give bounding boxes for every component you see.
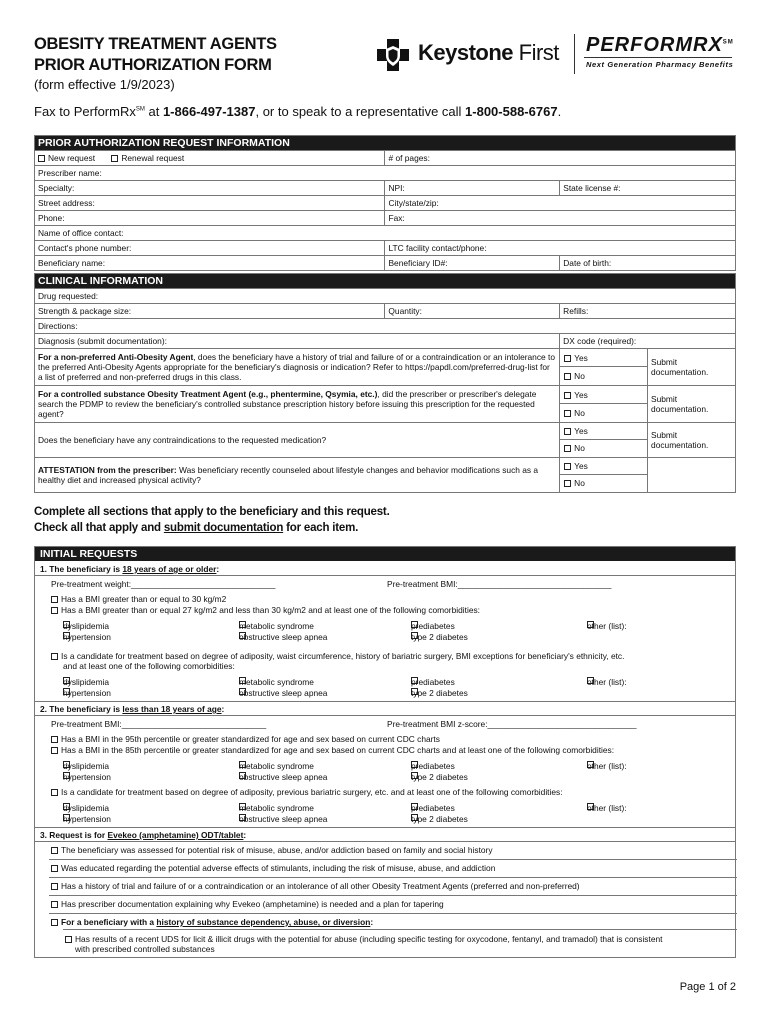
request-type-cell: New request Renewal request (35, 151, 385, 166)
q4-no-checkbox[interactable] (564, 480, 571, 487)
evekeo-uds-option[interactable]: Has results of a recent UDS for licit & illicit drugs with the potential for abuse (including specific testing for oxycodone, fentanyl, and tramadol) that is consistent (35, 934, 735, 944)
evekeo-substance-checkbox[interactable] (51, 919, 58, 926)
bmi30-option[interactable]: Has a BMI greater than or equal to 30 kg/m2 (35, 594, 735, 604)
fax-instructions: Fax to PerformRx℠ at 1-866-497-1387, or to speak to a representative call 1-800-588-6767. (34, 104, 562, 119)
q1-yes-no: Yes No (560, 349, 648, 386)
form-header (34, 34, 744, 94)
q1-submit-note: Submit documentation. (648, 349, 736, 386)
beneficiary-id-field[interactable]: Beneficiary ID#: (385, 256, 560, 271)
section2-heading: 2. The beneficiary is less than 18 years of age: (40, 704, 225, 714)
initial-requests-section: INITIAL REQUESTS 1. The beneficiary is 18 years of age or older: Pre-treatment weight:_______________________________ Pre-treatment BMI:_________________________________ Has a BMI greater than or equal to 30 kg/m2 Has a BMI greater than or equal 27 kg/m2 and less than 30 kg/m2 and at least one of the following comorbidities: dyslipidemia metabolic syndrome prediabetes other (list): hypertension obstructive sleep apnea type 2 diabetes Is a candidate for treatment based on degree of adiposity, waist circumference, history of bariatric surgery, BMI exceptions for beneficiary's ethnicity, etc. and at least one of the following comorbidities: dyslipidemia metabolic syndrome prediabetes other (list): hypertension obstructive sleep apnea type 2 diabetes 2. The beneficiary is less than 18 years of age: Pre-treatment BMI:_______________________________ Pre-treatment BMI z-score:________________________________ Has a BMI in the 95th percentile or greater standardized for age and sex based on current CDC charts Has a BMI in the 85th percentile or greater standardized for age and sex based on current CDC charts and at least one of the following comorbidities: dyslipidemia metabolic syndrome prediabetes other (list): hypertension obstructive sleep apnea type 2 diabetes Is a candidate for treatment based on degree of adiposity, previous bariatric surgery, etc. and at least one of the following comorbidities: dyslipidemia metabolic syndrome prediabetes other (list): hypertension obstructive sleep apnea type 2 diabetes 3. Request is for Evekeo (amphetamine) ODT/tablet: The beneficiary was assessed for potential risk of misuse, abuse, and/or addiction based on family and social history Was educated regarding the potential adverse effects of stimulants, including the risk of misuse, abuse, and addiction Has a history of trial and failure of or a contraindication or an intolerance of all other Obesity Treatment Agents (preferred and non-preferred) Has prescriber documentation explaining why Evekeo (amphetamine) is needed and a plan for tapering For a beneficiary with a history of substance dependency, abuse, or diversion: Has results of a recent UDS for licit & illicit drugs with the potential for abuse (including specific testing for oxycodone, fentanyl, and tramadol) that is consistent with prescribed controlled substances (34, 546, 736, 958)
question-contraindications: Does the beneficiary have any contraindications to the requested medication? (35, 423, 560, 458)
fax-number: 1-866-497-1387 (162, 104, 256, 119)
q2-no-checkbox[interactable] (564, 410, 571, 417)
contact-phone-field[interactable]: Contact's phone number: (35, 241, 385, 256)
renewal-request-checkbox[interactable] (111, 155, 118, 162)
logo-divider (574, 34, 575, 74)
bmi95-option[interactable]: Has a BMI in the 95th percentile or greater standardized for age and sex based on current CDC charts (35, 734, 735, 744)
evekeo-documentation-option[interactable]: Has prescriber documentation explaining why Evekeo (amphetamine) is needed and a plan for tapering (35, 899, 735, 909)
bmi27-option[interactable]: Has a BMI greater than or equal 27 kg/m2 and less than 30 kg/m2 and at least one of the following comorbidities: (35, 605, 735, 615)
q3-submit-note: Submit documentation. (648, 423, 736, 458)
pages-field[interactable]: # of pages: (385, 151, 736, 166)
city-state-zip-field[interactable]: City/state/zip: (385, 196, 736, 211)
bmi27-checkbox[interactable] (51, 607, 58, 614)
q3-yes-checkbox[interactable] (564, 428, 571, 435)
candidate-peds-checkbox[interactable] (51, 789, 58, 796)
new-request-checkbox[interactable] (38, 155, 45, 162)
form-effective-date: (form effective 1/9/2023) (34, 77, 175, 92)
q4-yes-checkbox[interactable] (564, 463, 571, 470)
bmi30-checkbox[interactable] (51, 596, 58, 603)
q4-blank-cell (648, 458, 736, 493)
q3-yes-no: Yes No (560, 423, 648, 458)
dx-code-field[interactable]: DX code (required): (560, 334, 736, 349)
question-controlled-substance: For a controlled substance Obesity Treatment Agent (e.g., phentermine, Qsymia, etc.), did the prescriber or prescriber's delegate search the PDMP to review the beneficiary's controlled substance prescription history before issuing this prescription for the requested agent? (35, 386, 560, 423)
q1-yes-checkbox[interactable] (564, 355, 571, 362)
q2-yes-checkbox[interactable] (564, 392, 571, 399)
instructions: Complete all sections that apply to the beneficiary and this request. Check all that apply and submit documentation for each item. (34, 506, 390, 534)
phone-field[interactable]: Phone: (35, 211, 385, 226)
diagnosis-field[interactable]: Diagnosis (submit documentation): (35, 334, 560, 349)
bmi85-checkbox[interactable] (51, 747, 58, 754)
question-attestation: ATTESTATION from the prescriber: Was beneficiary recently counseled about lifestyle changes and behavior modifications such as a healthy diet and increased physical activity? (35, 458, 560, 493)
candidate-peds-option[interactable]: Is a candidate for treatment based on degree of adiposity, previous bariatric surgery, etc. and at least one of the following comorbidities: (35, 787, 735, 797)
evekeo-trial-option[interactable]: Has a history of trial and failure of or a contraindication or an intolerance of all other Obesity Treatment Agents (preferred and non-preferred) (35, 881, 735, 891)
pa-section-heading: PRIOR AUTHORIZATION REQUEST INFORMATION (35, 136, 736, 151)
bmi95-checkbox[interactable] (51, 736, 58, 743)
evekeo-trial-checkbox[interactable] (51, 883, 58, 890)
performrx-underline (584, 57, 732, 58)
office-contact-field[interactable]: Name of office contact: (35, 226, 736, 241)
evekeo-documentation-checkbox[interactable] (51, 901, 58, 908)
fax-field[interactable]: Fax: (385, 211, 736, 226)
ltc-contact-field[interactable]: LTC facility contact/phone: (385, 241, 736, 256)
phone-number: 1-800-588-6767 (465, 104, 558, 119)
question-non-preferred: For a non-preferred Anti-Obesity Agent, does the beneficiary have a history of trial and failure of or a contraindication or an intolerance to the preferred Anti-Obesity Agents appropriate for the beneficiary's diagnosis or indication? Refer to https://papdl.com/preferred-drug-list for a list of preferred and non-preferred drugs in this class. (35, 349, 560, 386)
q4-yes-no: Yes No (560, 458, 648, 493)
keystone-cross-icon (376, 38, 410, 72)
q2-yes-no: Yes No (560, 386, 648, 423)
prescriber-name-field[interactable]: Prescriber name: (35, 166, 736, 181)
evekeo-educated-option[interactable]: Was educated regarding the potential adverse effects of stimulants, including the risk of misuse, abuse, and addiction (35, 863, 735, 873)
section1-heading: 1. The beneficiary is 18 years of age or older: (40, 564, 220, 574)
page-number: Page 1 of 2 (679, 981, 736, 993)
state-license-field[interactable]: State license #: (560, 181, 736, 196)
beneficiary-name-field[interactable]: Beneficiary name: (35, 256, 385, 271)
keystone-first-logo: Keystone First (418, 40, 559, 65)
specialty-field[interactable]: Specialty: (35, 181, 385, 196)
q3-no-checkbox[interactable] (564, 445, 571, 452)
pre-treatment-bmi-field[interactable]: Pre-treatment BMI:_________________________________ (387, 579, 612, 589)
bmi85-option[interactable]: Has a BMI in the 85th percentile or greater standardized for age and sex based on current CDC charts and at least one of the following comorbidities: (35, 745, 735, 755)
date-of-birth-field[interactable]: Date of birth: (560, 256, 736, 271)
refills-field[interactable]: Refills: (560, 304, 736, 319)
evekeo-risk-checkbox[interactable] (51, 847, 58, 854)
candidate-adult-option[interactable]: Is a candidate for treatment based on degree of adiposity, waist circumference, history of bariatric surgery, BMI exceptions for beneficiary's ethnicity, etc. (35, 651, 735, 661)
street-address-field[interactable]: Street address: (35, 196, 385, 211)
candidate-adult-checkbox[interactable] (51, 653, 58, 660)
form-title: OBESITY TREATMENT AGENTS PRIOR AUTHORIZATION FORM (34, 35, 277, 74)
evekeo-educated-checkbox[interactable] (51, 865, 58, 872)
drug-requested-field[interactable]: Drug requested: (35, 289, 736, 304)
pre-treatment-bmi-peds-field[interactable]: Pre-treatment BMI:_______________________________ (51, 719, 267, 729)
strength-field[interactable]: Strength & package size: (35, 304, 385, 319)
evekeo-risk-option[interactable]: The beneficiary was assessed for potential risk of misuse, abuse, and/or addiction based on family and social history (35, 845, 735, 855)
performrx-tagline: Next Generation Pharmacy Benefits (586, 60, 734, 69)
npi-field[interactable]: NPI: (385, 181, 560, 196)
clinical-section-heading: CLINICAL INFORMATION (35, 274, 736, 289)
pa-request-table (34, 135, 736, 271)
evekeo-uds-checkbox[interactable] (65, 936, 72, 943)
q1-no-checkbox[interactable] (564, 373, 571, 380)
evekeo-substance-option[interactable]: For a beneficiary with a history of substance dependency, abuse, or diversion: (35, 917, 735, 927)
clinical-info-table (34, 273, 736, 493)
pre-treatment-weight-field[interactable]: Pre-treatment weight:_______________________________ (51, 579, 276, 589)
initial-requests-heading: INITIAL REQUESTS (35, 547, 735, 561)
q2-submit-note: Submit documentation. (648, 386, 736, 423)
directions-field[interactable]: Directions: (35, 319, 736, 334)
section3-heading: 3. Request is for Evekeo (amphetamine) ODT/tablet: (40, 830, 247, 840)
logos (372, 34, 744, 84)
pre-treatment-z-score-field[interactable]: Pre-treatment BMI z-score:________________________________ (387, 719, 637, 729)
performrx-logo: PERFORMRX℠ (586, 34, 734, 56)
quantity-field[interactable]: Quantity: (385, 304, 560, 319)
